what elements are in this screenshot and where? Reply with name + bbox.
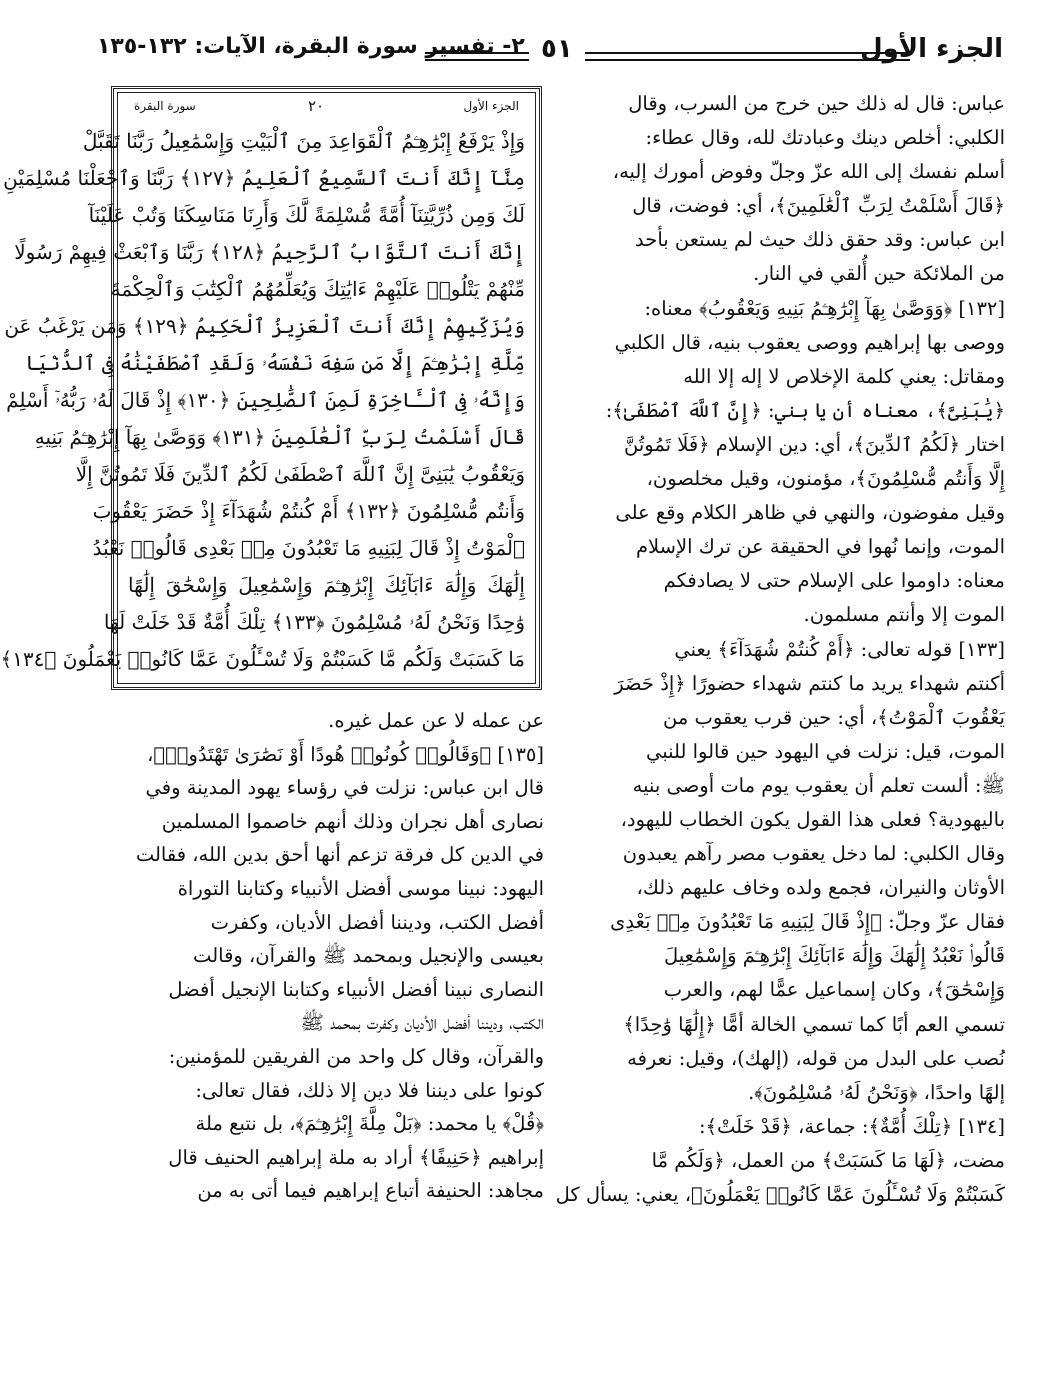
text-line: إبراهيم ﴿حَنِيفًا﴾ أراد به ملة إبراهيم الحنيف قال	[168, 1145, 544, 1169]
verse-line: وَإِذْ يَرْفَعُ إِبْرَٰهِـۧمُ ٱلْقَوَاعِدَ مِنَ ٱلْبَيْتِ وَإِسْمَٰعِيلُ رَبَّنَا تَقَبَّلْ	[82, 129, 525, 153]
text-line: عباس: قال له ذلك حين خرج من السرب، وقال	[628, 92, 1005, 115]
chapter-title: ٢- تفسير سورة البقرة، الآيات: ١٣٢-١٣٥	[97, 34, 525, 59]
page-number: ٥١	[541, 34, 573, 64]
text-line: اليهود: نبينا موسى أفضل الأنبياء وكتابنا التوراة	[177, 876, 544, 900]
verse-line: قَالَ أَسْلَمْتُ لِرَبِّ ٱلْعَٰلَمِينَ ﴿١٣١﴾ وَوَصَّىٰ بِهَآ إِبْرَٰهِـۧمُ بَنِيهِ	[34, 425, 525, 449]
text-line: إلهًا واحدًا، ﴿وَنَحْنُ لَهُۥ مُسْلِمُونَ﴾.	[748, 1080, 1005, 1104]
verse-line: لَكَ وَمِن ذُرِّيَّتِنَآ أُمَّةً مُّسْلِمَةً لَّكَ وَأَرِنَا مَنَاسِكَنَا وَتُبْ عَلَيْنَآ	[88, 203, 525, 227]
text-line: إِلَّا وَأَنتُم مُّسْلِمُونَ﴾، مؤمنون، وقيل مخلصون،	[646, 467, 1005, 491]
juz-title: الجزء الأول	[860, 34, 1003, 64]
text-line: مضت، ﴿لَهَا مَا كَسَبَتْ﴾ من العمل، ﴿وَلَكُم مَّا	[651, 1148, 1005, 1172]
text-line: الموت، قيل: نزلت في اليهود حين قالوا للنبي	[645, 739, 1005, 763]
text-line: الكلبي: أخلص دينك وعبادتك لله، وقال عطاء:	[645, 126, 1005, 150]
text-line: بعيسى والإنجيل وبمحمد ﷺ والقرآن، وقالت	[193, 944, 544, 968]
text-line: النصارى نبينا أفضل الأنبياء وكتابنا الإنجيل أفضل	[168, 977, 544, 1001]
verse-line: ٱلْمَوْتُ إِذْ قَالَ لِبَنِيهِ مَا تَعْبُدُونَ مِنۢ بَعْدِى قَالُوا۟ نَعْبُدُ	[92, 536, 525, 560]
text-line: باليهودية؟ فعلى هذا القول يكون الخطاب لليهود،	[620, 807, 1005, 831]
text-line: [١٣٢] ﴿وَوَصَّىٰ بِهَآ إِبْرَٰهِـۧمُ بَنِيهِ وَيَعْقُوبُ﴾ معناه:	[644, 296, 1005, 320]
verse-line: مَا كَسَبَتْ وَلَكُم مَّا كَسَبْتُمْ وَلَا تُسْـَٔلُونَ عَمَّا كَانُوا۟ يَعْمَلُونَ ﴿١٣٤﴾	[0, 647, 525, 671]
text-line: الكتب، وديننا أفضل الأديان وكفرت بمحمد ﷺ	[300, 1011, 544, 1035]
text-line: نصارى أهل نجران وذلك أنهم خاصموا المسلمين	[161, 809, 544, 833]
text-line: عن عمله لا عن عمل غيره.	[328, 709, 544, 732]
verse-line: إِلَٰهَكَ وَإِلَٰهَ ءَابَآئِكَ إِبْرَٰهِـۧمَ وَإِسْمَٰعِيلَ وَإِسْحَٰقَ إِلَٰهًا	[128, 573, 525, 597]
verse-line: وَأَنتُم مُّسْلِمُونَ ﴿١٣٢﴾ أَمْ كُنتُمْ شُهَدَآءَ إِذْ حَضَرَ يَعْقُوبَ	[92, 499, 525, 523]
text-line: وقال الكلبي: لما دخل يعقوب مصر رآهم يعبدون	[622, 842, 1005, 866]
text-line: والقرآن، وقال كل واحد من الفريقين للمؤمنين:	[168, 1044, 544, 1068]
text-line: ووصى بها إبراهيم ووصى يعقوب بنيه، قال الكلبي	[614, 330, 1005, 354]
mushaf-page-frame	[0, 86, 542, 690]
text-line: يَعْقُوبَ ٱلْمَوْتُ﴾، أي: حين قرب يعقوب من	[662, 705, 1005, 729]
text-line: أكنتم شهداء يريد ما كنتم شهداء حضورًا ﴿إِذْ حَضَرَ	[614, 671, 1005, 695]
text-line: قَالُوا۟ نَعْبُدُ إِلَٰهَكَ وَإِلَٰهَ ءَابَآئِكَ إِبْرَٰهِـۧمَ وَإِسْمَٰعِيلَ	[664, 944, 1005, 968]
text-line: ﴿قُلْ﴾ يا محمد: ﴿بَلْ مِلَّةَ إِبْرَٰهِـۧمَ﴾، بل نتبع ملة	[195, 1112, 544, 1136]
verse-line: مِّلَّةِ إِبْرَٰهِـۧمَ إِلَّا مَن سَفِهَ نَفْسَهُۥ وَلَقَدِ ٱصْطَفَيْنَٰهُ فِى ٱلدُّنْيَا	[25, 351, 525, 375]
verse-line: وَيُزَكِّيهِمْ إِنَّكَ أَنتَ ٱلْعَزِيزُ ٱلْحَكِيمُ ﴿١٢٩﴾ وَمَن يَرْغَبُ عَن	[4, 314, 525, 338]
mushaf-page-number: ٢٠	[308, 97, 325, 115]
text-line: قال ابن عباس: نزلت في رؤساء يهود المدينة وفي	[145, 776, 544, 800]
text-line: ﴿يَٰبَنِىَّ﴾، معناه أن يا بني: ﴿إِنَّ ٱللَّهَ ٱصْطَفَىٰ﴾:	[605, 398, 1005, 422]
text-line: الموت إلا وأنتم مسلمون.	[803, 603, 1005, 627]
text-line: ﷺ: ألست تعلم أن يعقوب يوم مات أوصى بنيه	[632, 773, 1005, 797]
mushaf-juz-label: الجزء الأول	[463, 99, 519, 113]
text-line: [١٣٣] قوله تعالى: ﴿أَمْ كُنتُمْ شُهَدَآءَ﴾ يعني	[674, 637, 1005, 661]
text-line: أسلم نفسك إلى الله عزّ وجلّ وفوض أمورك إليه،	[612, 160, 1005, 184]
text-line: [١٣٤] ﴿تِلْكَ أُمَّةٌ﴾: جماعة، ﴿قَدْ خَلَتْ﴾:	[699, 1114, 1005, 1138]
text-line: ابن عباس: وقد حقق ذلك حيث لم يستعن بأحد	[635, 228, 1005, 252]
mushaf-surah-label: سورة البقرة	[134, 99, 196, 113]
text-line: وَإِسْحَٰقَ﴾، وكان إسماعيل عمًّا لهم، والعرب	[663, 978, 1005, 1002]
text-line: الأوثان والنيران، فجمع ولده وخاف عليهم ذلك،	[636, 876, 1005, 900]
verse-line: وَإِنَّهُۥ فِى ٱلْـَٔاخِرَةِ لَمِنَ ٱلصَّٰلِحِينَ ﴿١٣٠﴾ إِذْ قَالَ لَهُۥ رَبُّهُۥٓ أَسْلِمْ	[6, 388, 525, 412]
text-line: معناه: داوموا على الإسلام حتى لا يصادفكم	[663, 569, 1005, 593]
page-header	[91, 34, 1041, 74]
verse-line: وَٰحِدًا وَنَحْنُ لَهُۥ مُسْلِمُونَ ﴿١٣٣﴾ تِلْكَ أُمَّةٌ قَدْ خَلَتْ لَهَا	[103, 610, 525, 634]
verse-line: مِنَّآ إِنَّكَ أَنتَ ٱلسَّمِيعُ ٱلْعَلِيمُ ﴿١٢٧﴾ رَبَّنَا وَٱجْعَلْنَا مُسْلِمَيْنِ	[3, 166, 525, 190]
text-line: ﴿قَالَ أَسْلَمْتُ لِرَبِّ ٱلْعَٰلَمِينَ﴾، أي: فوضت، قال	[632, 194, 1005, 218]
mushaf-page-inner	[0, 92, 536, 684]
mushaf-verses	[0, 123, 525, 678]
text-line: ومقاتل: يعني كلمة الإخلاص لا إله إلا الله	[683, 364, 1005, 388]
text-line: الموت، وإنما نُهوا في الحقيقة عن ترك الإسلام	[635, 535, 1005, 559]
text-line: مجاهد: الحنيفة أتباع إبراهيم فيما أتى به من	[197, 1179, 544, 1203]
text-line: نُصب على البدل من قوله، (إلهك)، وقيل: نعرفه	[627, 1046, 1005, 1070]
text-line: اختار ﴿لَكُمُ ٱلدِّينَ﴾، أي: دين الإسلام ﴿فَلَا تَمُوتُنَّ	[623, 432, 1005, 456]
commentary-column-left	[103, 704, 544, 1208]
verse-line: إِنَّكَ أَنتَ ٱلتَّوَّابُ ٱلرَّحِيمُ ﴿١٢٨﴾ رَبَّنَا وَٱبْعَثْ فِيهِمْ رَسُولًا	[14, 240, 525, 264]
text-line: كونوا على ديننا فلا دين إلا ذلك، فقال تعالى:	[195, 1078, 544, 1102]
verse-line: مِّنْهُمْ يَتْلُوا۟ عَلَيْهِمْ ءَايَٰتِكَ وَيُعَلِّمُهُمُ ٱلْكِتَٰبَ وَٱلْحِكْمَةَ	[110, 277, 525, 301]
header-rule	[585, 52, 910, 61]
text-line: فقال عزّ وجلّ: ﴿إِذْ قَالَ لِبَنِيهِ مَا تَعْبُدُونَ مِنۢ بَعْدِى	[610, 910, 1005, 934]
text-line: من الملائكة حين أُلقي في النار.	[753, 262, 1005, 286]
text-line: كَسَبْتُمْ وَلَا تُسْـَٔلُونَ عَمَّا كَانُوا۟ يَعْمَلُونَ﴾، يعني: يسأل كل	[555, 1183, 1005, 1206]
text-line: في الدين كل فرقة تزعم أنها أحق بدين الله، فقالت	[135, 843, 544, 867]
verse-line: وَيَعْقُوبُ يَٰبَنِىَّ إِنَّ ٱللَّهَ ٱصْطَفَىٰ لَكُمُ ٱلدِّينَ فَلَا تَمُوتُنَّ إِلَّا	[75, 462, 525, 486]
text-line: تسمي العم أبًا كما تسمي الخالة أمًّا ﴿إِلَٰهًا وَٰحِدًا﴾	[623, 1012, 1005, 1036]
text-line: [١٣٥] ﴿وَقَالُوا۟ كُونُوا۟ هُودًا أَوْ نَصَٰرَىٰ تَهْتَدُوا۟﴾،	[147, 742, 544, 766]
mushaf-page-header	[118, 97, 535, 119]
text-line: أفضل الكتب، وديننا أفضل الأديان، وكفرت	[210, 910, 544, 934]
text-line: وقيل مفوضون، والنهي في ظاهر الكلام وقع على	[615, 501, 1005, 525]
commentary-column-right	[555, 87, 1005, 1212]
